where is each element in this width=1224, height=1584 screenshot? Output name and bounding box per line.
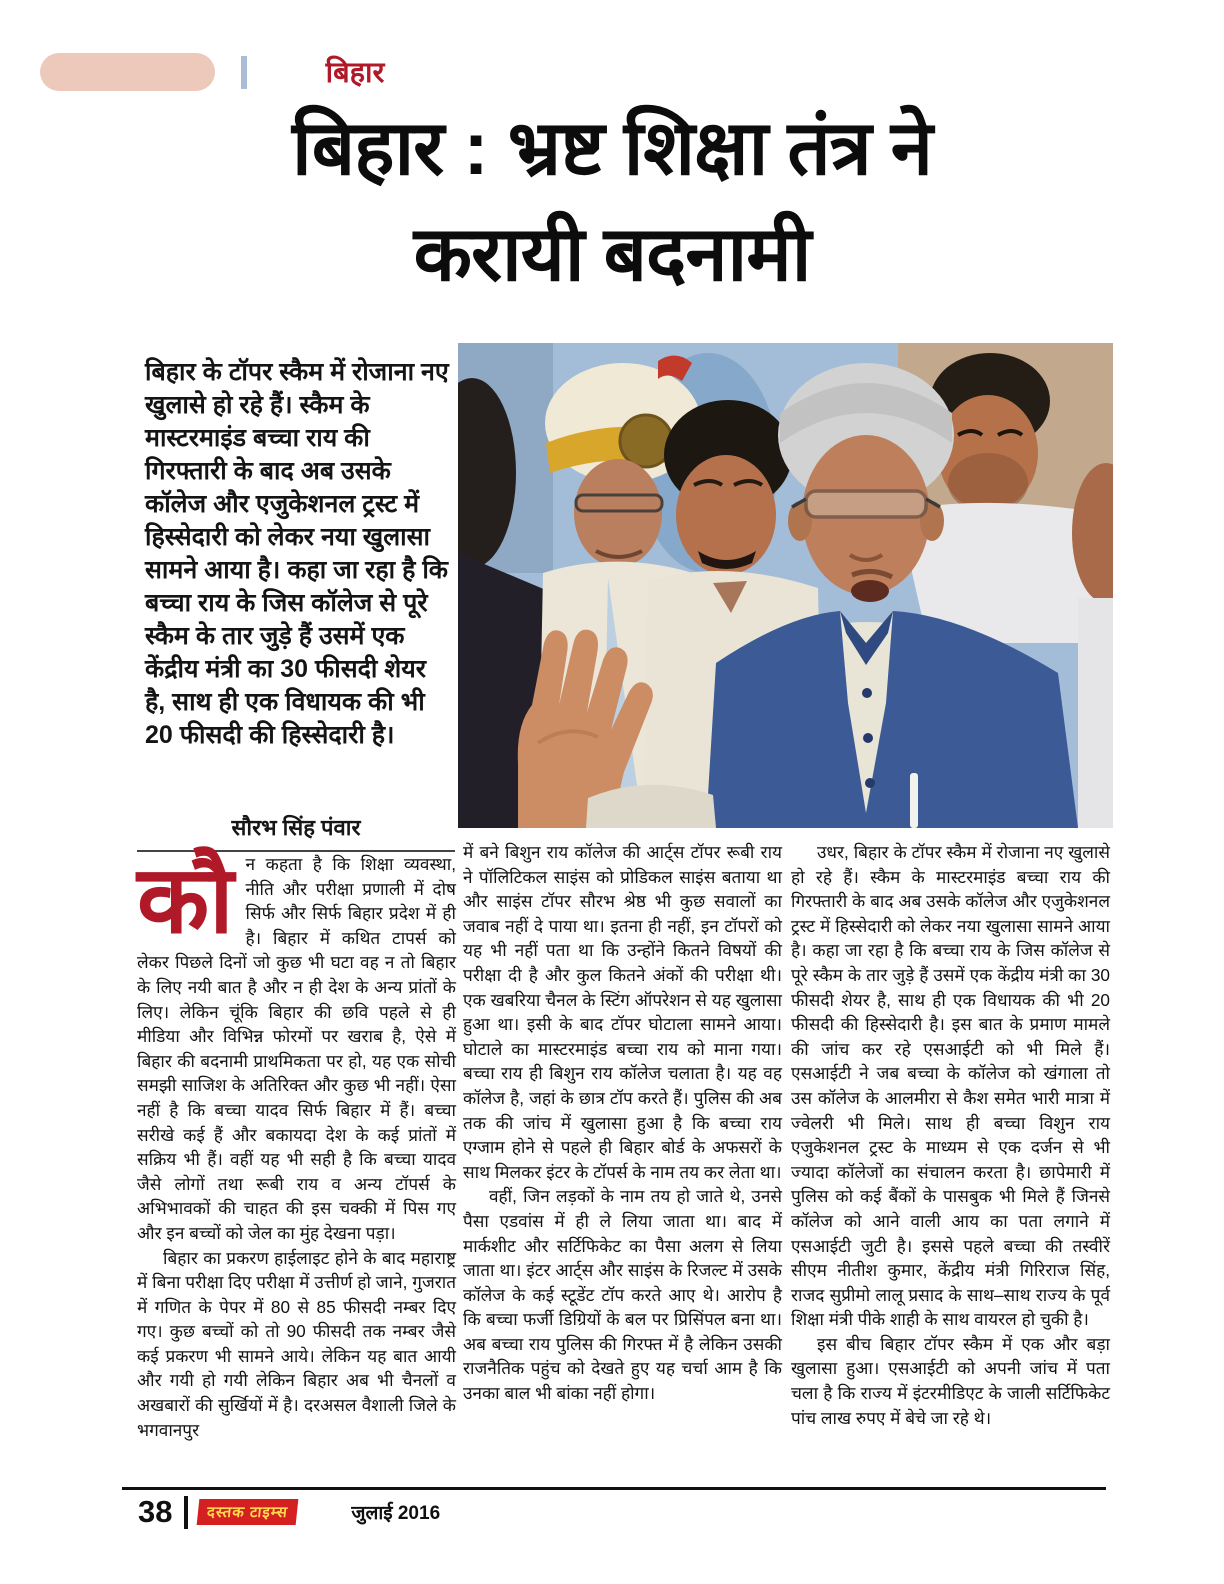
column2-paragraph-2: वहीं, जिन लड़कों के नाम तय हो जाते थे, उनसे पैसा एडवांस में ही ले लिया जाता था। बाद में मार्कशीट और सर्टिफिकेट का पैसा अलग से लिया जाता था। इंटर आर्ट्स और साइंस के रिजल्ट में उसके कॉलेज के कई स्टूडेंट टॉप करते आए थे। आरोप है कि बच्चा फर्जी डिग्रियों के बल पर प्रिसिंपल बना था। अब बच्चा राय पुलिस की गिरफ्त में है लेकिन उसकी राजनैतिक पहुंच को देखते हुए यह चर्चा आम है कि उनका बाल भी बांका नहीं होगा।	[463, 1186, 782, 1404]
footer-rule	[122, 1487, 1106, 1490]
footer	[138, 1492, 440, 1532]
header-pill-decoration	[40, 53, 215, 91]
page-number: 38	[138, 1494, 173, 1529]
body-column-1	[137, 847, 456, 1442]
headline-line-1: बिहार : भ्रष्ट शिक्षा तंत्र ने	[292, 106, 932, 191]
issue-date: जुलाई 2016	[351, 1503, 441, 1524]
body-column-3	[791, 840, 1110, 1430]
footer-divider-bar	[184, 1496, 188, 1529]
column2-paragraph-1: में बने बिशुन राय कॉलेज की आर्ट्स टॉपर रूबी राय ने पॉलिटिकल साइंस को प्रोडिकल साइंस बताया था और साइंस टॉपर सौरभ श्रेष्ठ भी कुछ सवालों का जवाब नहीं दे पाया था। इतना ही नहीं, इन टॉपरों को यह भी नहीं पता था कि उन्होंने कितने विषयों की परीक्षा दी है और कुल कितने अंकों की परीक्षा थी। एक खबरिया चैनल के स्टिंग ऑपरेशन से यह खुलासा हुआ था। इसी के बाद टॉपर घोटाला सामने आया। घोटाले का मास्टरमाइंड बच्चा राय को माना गया। बच्चा राय ही बिशुन राय कॉलेज चलाता है। यह वह कॉलेज है, जहां के छात्र टॉप करते हैं। पुलिस की अब तक की जांच में खुलासा हुआ है कि बच्चा राय एग्जाम होने से पहले ही बिहार बोर्ड के अफसरों के साथ मिलकर इंटर के टॉपर्स के नाम तय कर लेता था।	[463, 842, 782, 1182]
photo-illustration	[458, 343, 1113, 828]
headline-line-2: करायी बदनामी	[413, 212, 811, 297]
magazine-logo: दस्तक टाइम्स	[197, 1499, 299, 1525]
column1-paragraph-1	[137, 847, 456, 1246]
byline: सौरभ सिंह पंवार	[137, 812, 455, 852]
dropcap: कौ	[137, 847, 234, 952]
lead-paragraph: बिहार के टॉपर स्कैम में रोजाना नए खुलासे हो रहे हैं। स्कैम के मास्टरमाइंड बच्चा राय की गिरफ्तारी के बाद अब उसके कॉलेज और एजुकेशनल ट्रस्ट में हिस्सेदारी को लेकर नया खुलासा सामने आया है। कहा जा रहा है कि बच्चा राय के जिस कॉलेज से पूरे स्कैम के तार जुड़े हैं उसमें एक केंद्रीय मंत्री का 30 फीसदी शेयर है, साथ ही एक विधायक की भी 20 फीसदी की हिस्सेदारी है।	[145, 358, 449, 749]
article-photo	[458, 343, 1113, 828]
article-headline	[110, 96, 1114, 308]
column3-paragraph-2: इस बीच बिहार टॉपर स्कैम में एक और बड़ा खुलासा हुआ। एसआईटी को अपनी जांच में पता चला है कि राज्य में इंटरमीडिएट के जाली सर्टिफिकेट पांच लाख रुपए में बेचे जा रहे थे।	[791, 1333, 1110, 1428]
body-column-2	[463, 840, 782, 1406]
column3-paragraph-1: उधर, बिहार के टॉपर स्कैम में रोजाना नए खुलासे हो रहे हैं। स्कैम के मास्टरमाइंड बच्चा राय की गिरफ्तारी के बाद अब उसके कॉलेज और एजुकेशनल ट्रस्ट में हिस्सेदारी को लेकर नया खुलासा सामने आया है। कहा जा रहा है कि बच्चा राय के जिस कॉलेज से पूरे स्कैम के तार जुड़े हैं उसमें एक केंद्रीय मंत्री का 30 फीसदी शेयर है, साथ ही एक विधायक की भी 20 फीसदी की हिस्सेदारी है। इस बात के प्रमाण मामले की जांच कर रहे एसआईटी को भी मिले हैं। एसआईटी ने जब बच्चा के कॉलेज को खंगाला तो उस कॉलेज के आलमीरा से कैश समेत भारी मात्रा में ज्वेलरी भी मिले। साथ ही बच्चा विशुन राय एजुकेशनल ट्रस्ट के माध्यम से एक दर्जन से भी ज्यादा कॉलेजों का संचालन करता है। छापेमारी में पुलिस को कई बैंकों के पासबुक भी मिले हैं जिनसे कॉलेज को आने वाली आय का पता लगाने में एसआईटी जुटी है। इससे पहले बच्चा की तस्वीरें सीएम नीतीश कुमार, केंद्रीय मंत्री गिरिराज सिंह, राजद सुप्रीमो लालू प्रसाद के साथ–साथ राज्य के पूर्व शिक्षा मंत्री पीके शाही के साथ वायरल हो चुकी है।	[791, 842, 1110, 1330]
column1-paragraph-2: बिहार का प्रकरण हाईलाइट होने के बाद महाराष्ट्र में बिना परीक्षा दिए परीक्षा में उत्तीर्ण हो जाने, गुजरात में गणित के पेपर में 80 से 85 फीसदी नम्बर दिए गए। कुछ बच्चों को तो 90 फीसदी तक नम्बर जैसे कई प्रकरण भी सामने आये। लेकिन यह बात आयी और गयी हो गयी लेकिन बिहार अब भी चैनलों व अखबारों की सुर्खियों में है। दरअसल वैशाली जिले के भगवानपुर	[137, 1247, 456, 1440]
section-kicker: बिहार	[325, 57, 385, 89]
column1-paragraph-1-text: न कहता है कि शिक्षा व्यवस्था, नीति और परीक्षा प्रणाली में दोष सिर्फ और सिर्फ बिहार प्रदेश में ही है। बिहार में कथित टापर्स को लेकर पिछले दिनों जो कुछ भी घटा वह न तो बिहार के लिए नयी बात है और न ही देश के अन्य प्रांतों के लिए। लेकिन चूंकि बिहार की छवि पहले से ही मीडिया और विभिन्न फोरमों पर खराब है, ऐसे में बिहार की बदनामी प्राथमिकता पर हो, यह एक सोची समझी साजिश के अतिरिक्त और कुछ भी नहीं। ऐसा नहीं है कि बच्चा यादव सिर्फ बिहार में हैं। बच्चा सरीखे कई हैं और बकायदा देश के कई प्रांतों में सक्रिय भी हैं। वहीं यह भी सही है कि बच्चा यादव जैसे लोगों तथा रूबी राय व अन्य टॉपर्स के अभिभावकों की चाहत की इस चक्की में पिस गए और इन बच्चों को जेल का मुंह देखना पड़ा।	[137, 854, 456, 1243]
header-divider-tick	[241, 56, 247, 89]
